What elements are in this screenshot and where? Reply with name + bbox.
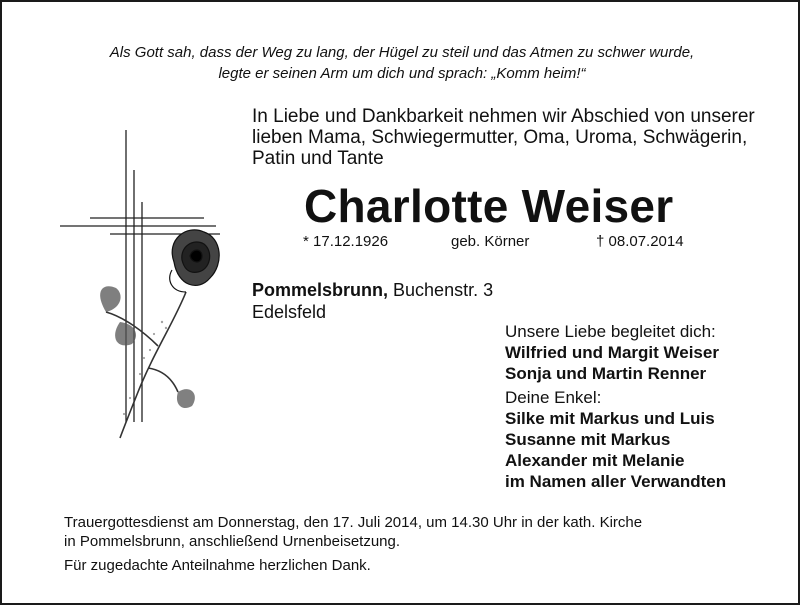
service-info: Trauergottesdienst am Donnerstag, den 17. Juli 2014, um 14.30 Uhr in der kath. Kirche <box>64 514 643 531</box>
family-member: Susanne mit Markus <box>505 430 671 449</box>
family-member: Silke mit Markus und Luis <box>505 409 715 428</box>
death-date: † 08.07.2014 <box>596 233 684 250</box>
family-member: Sonja und Martin Renner <box>505 364 707 383</box>
family-member: Alexander mit Melanie <box>505 451 685 470</box>
thanks-line: Für zugedachte Anteilnahme herzlichen Dank. <box>64 557 371 574</box>
intro-line: In Liebe und Dankbarkeit nehmen wir Abschied von unserer <box>252 106 755 127</box>
deceased-name: Charlotte Weiser <box>304 180 674 232</box>
poem-line: legte er seinen Arm um dich und sprach: „Komm heim!“ <box>218 65 586 82</box>
family-member: Wilfried und Margit Weiser <box>505 343 719 362</box>
address-line: Edelsfeld <box>252 302 327 322</box>
address-line <box>252 279 493 301</box>
address-street: Buchenstr. 3 <box>388 280 494 300</box>
family-heading: Deine Enkel: <box>505 388 602 407</box>
family-heading: Unsere Liebe begleitet dich: <box>505 322 716 341</box>
poem-line: Als Gott sah, dass der Weg zu lang, der Hügel zu steil und das Atmen zu schwer wurde, <box>109 44 695 61</box>
cross-with-rose-icon <box>54 122 234 442</box>
intro-line: lieben Mama, Schwiegermutter, Oma, Uroma, Schwägerin, <box>252 127 748 148</box>
intro-line: Patin und Tante <box>252 148 384 169</box>
service-info: in Pommelsbrunn, anschließend Urnenbeisetzung. <box>64 533 401 550</box>
maiden-name: geb. Körner <box>451 233 530 250</box>
family-member: im Namen aller Verwandten <box>505 472 727 491</box>
birth-date: * 17.12.1926 <box>303 233 389 250</box>
address-town: Pommelsbrunn, <box>252 280 389 300</box>
